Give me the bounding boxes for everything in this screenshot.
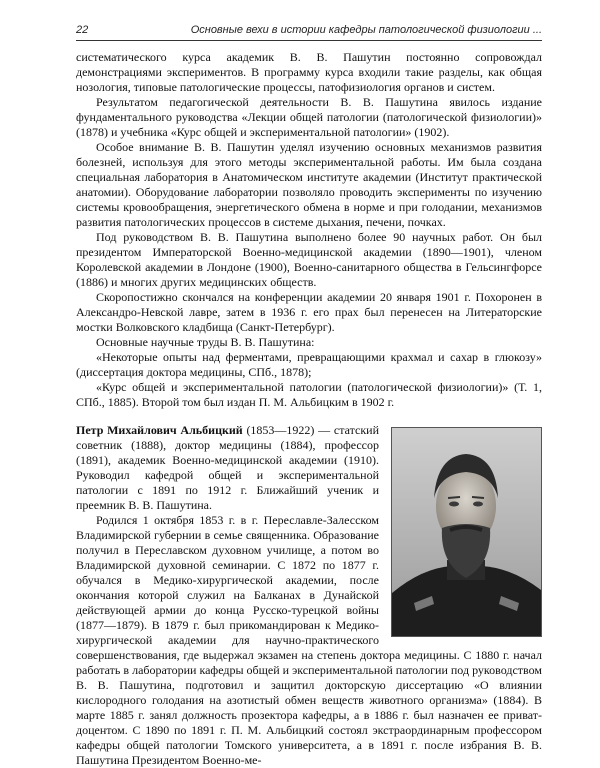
body-text (76, 50, 542, 768)
paragraph: Основные научные труды В. В. Пашутина: (96, 335, 315, 349)
paragraph: Под руководством В. В. Пашутина выполнено более 90 научных работ. Он был президентом Императорской Военно-медицинской академии (1890—1901), членом Королевской академии в Лондоне (1900), Военно-санитарного общества в Гельсингфорсе (1886) и многих других медицинских обществ. (76, 230, 542, 289)
section-gap (76, 410, 542, 423)
header-rule (76, 40, 542, 41)
bio-text: Родился 1 октября 1853 г. в г. Переславле-Залесском Владимирской губернии в семье священника. Образование получил в Переславском духовном училище, а потом во Владимирской духовной семинарии. С 1872 по 1877 г. обучался в Медико-хирургической академии, после окончания которой служил на Балканах в Дунайской действующей армии до конца Русско-турецкой войны (1877—1879). В 1879 г. был прикомандирован к Медико-хирургической академии для научно-практического совершенствования, где выдержал экзамен на степень доктора медицины. С 1880 г. начал работать в лаборатории кафедры общей и экспериментальной патологии под руководством В. В. Пашутина, подготовил и защитил докторскую диссертацию «О влиянии кислородного голодания на азотистый обмен веществ животного организма» (1884). В марте 1885 г. занял должность прозектора кафедры, а в 1886 г. был назначен ее приват-доцентом. С 1890 по 1891 г. П. М. Альбицкий состоял экстраординарным профессором кафедры общей патологии Томского университета, а в 1891 г. после избрания В. В. Пашутина Президентом Военно-ме- (76, 513, 542, 767)
paragraph: систематического курса академик В. В. Пашутин постоянно сопровождал демонстрациями экспериментов. В программу курса входили такие разделы, как общая нозология, типовые патологические процессы, патофизиология органов и систем. (76, 50, 542, 94)
running-header (76, 24, 542, 36)
running-title: Основные вехи в истории кафедры патологической физиологии ... (190, 24, 542, 36)
paragraph: Особое внимание В. В. Пашутин уделял изучению основных механизмов развития болезней, используя для этого методы экспериментальной работы. Им была создана специальная лаборатория в Анатомическом институте академии (Институт практической анатомии). Оборудование лаборатории позволяло проводить эксперименты по изучению системы кровообращения, энергетического обмена в норме и при голодании, механизмов развития патологических процессов в системе дыхания, печени, почках. (76, 140, 542, 229)
bio-name: Петр Михайлович Альбицкий (76, 423, 243, 437)
page-number: 22 (76, 24, 89, 36)
bio-intro-text: (1853—1922) — статский советник (1888), доктор медицины (1884), профессор (1891), академик Военно-медицинской академии (1910). Руководил кафедрой общей и экспериментальной патологии с 1891 по 1912 г. Ближайший ученик и преемник В. В. Пашутина. (76, 423, 379, 512)
paragraph: Скоропостижно скончался на конференции академии 20 января 1901 г. Похоронен в Александро-Невской лавре, затем в 1936 г. его прах был перенесен на Литераторские мостки Волковского кладбища (Санкт-Петербург). (76, 290, 542, 334)
paragraph: Результатом педагогической деятельности В. В. Пашутина явилось издание фундаментального руководства «Лекции общей патологии (патологической физиологии)» (1878) и учебника «Курс общей и экспериментальной патологии» (1902). (76, 95, 542, 139)
bibliography-item: «Курс общей и экспериментальной патологии (патологической физиологии)» (Т. 1, СПб., 1885). Второй том был издан П. М. Альбицким в 1902 г. (76, 380, 542, 409)
bibliography-item: «Некоторые опыты над ферментами, превращающими крахмал и сахар в глюкозу» (диссертация доктора медицины, СПб., 1878); (76, 350, 542, 379)
portrait-image (392, 428, 541, 636)
portrait-photo (391, 427, 542, 637)
